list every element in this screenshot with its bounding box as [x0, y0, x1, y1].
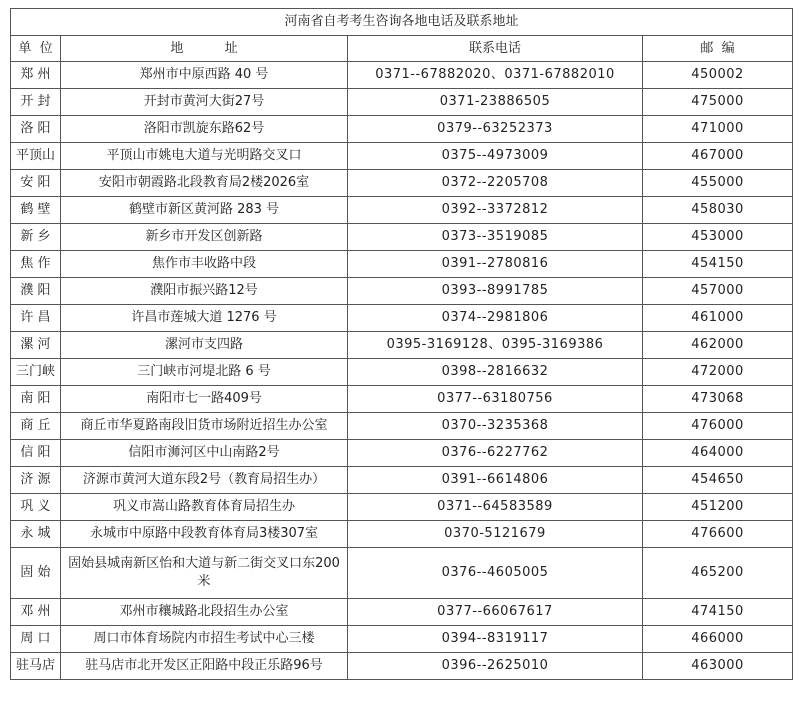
cell-zip: 454650: [643, 467, 793, 494]
table-row: [11, 197, 793, 224]
cell-address: 安阳市朝霞路北段教育局2楼2026室: [61, 170, 348, 197]
cell-address: 驻马店市北开发区正阳路中段正乐路96号: [61, 653, 348, 680]
cell-unit: 郑 州: [11, 62, 61, 89]
cell-unit: 信 阳: [11, 440, 61, 467]
table-row: [11, 332, 793, 359]
cell-unit: 永 城: [11, 521, 61, 548]
cell-phone: 0394--8319117: [348, 626, 643, 653]
contact-table: [10, 8, 793, 680]
table-row: [11, 143, 793, 170]
cell-unit: 商 丘: [11, 413, 61, 440]
table-row: [11, 626, 793, 653]
cell-phone: 0391--6614806: [348, 467, 643, 494]
cell-zip: 474150: [643, 599, 793, 626]
cell-zip: 464000: [643, 440, 793, 467]
cell-phone: 0372--2205708: [348, 170, 643, 197]
cell-address: 固始县城南新区怡和大道与新二街交叉口东200米: [61, 548, 348, 599]
cell-phone: 0373--3519085: [348, 224, 643, 251]
table-row: [11, 89, 793, 116]
table-row: [11, 359, 793, 386]
cell-unit: 鹤 壁: [11, 197, 61, 224]
cell-unit: 许 昌: [11, 305, 61, 332]
cell-zip: 476600: [643, 521, 793, 548]
header-zip: 邮 编: [643, 36, 793, 62]
cell-zip: 466000: [643, 626, 793, 653]
cell-address: 周口市体育场院内市招生考试中心三楼: [61, 626, 348, 653]
cell-zip: 471000: [643, 116, 793, 143]
cell-phone: 0371-23886505: [348, 89, 643, 116]
table-row: [11, 599, 793, 626]
cell-unit: 安 阳: [11, 170, 61, 197]
cell-zip: 475000: [643, 89, 793, 116]
table-row: [11, 413, 793, 440]
table-row: [11, 224, 793, 251]
table-header-row: [11, 36, 793, 62]
cell-phone: 0374--2981806: [348, 305, 643, 332]
cell-address: 平顶山市姚电大道与光明路交叉口: [61, 143, 348, 170]
cell-address: 漯河市支四路: [61, 332, 348, 359]
cell-unit: 周 口: [11, 626, 61, 653]
cell-phone: 0398--2816632: [348, 359, 643, 386]
cell-unit: 三门峡: [11, 359, 61, 386]
cell-address: 许昌市莲城大道 1276 号: [61, 305, 348, 332]
cell-phone: 0370-5121679: [348, 521, 643, 548]
cell-address: 鹤壁市新区黄河路 283 号: [61, 197, 348, 224]
table-title-row: [11, 9, 793, 36]
contact-table-container: [10, 8, 792, 680]
header-unit: 单 位: [11, 36, 61, 62]
cell-address: 信阳市浉河区中山南路2号: [61, 440, 348, 467]
cell-address: 巩义市嵩山路教育体育局招生办: [61, 494, 348, 521]
cell-zip: 453000: [643, 224, 793, 251]
cell-zip: 454150: [643, 251, 793, 278]
cell-unit: 平顶山: [11, 143, 61, 170]
cell-address: 三门峡市河堤北路 6 号: [61, 359, 348, 386]
cell-zip: 451200: [643, 494, 793, 521]
cell-phone: 0375--4973009: [348, 143, 643, 170]
cell-zip: 455000: [643, 170, 793, 197]
cell-address: 焦作市丰收路中段: [61, 251, 348, 278]
table-row: [11, 116, 793, 143]
cell-zip: 458030: [643, 197, 793, 224]
cell-phone: 0370--3235368: [348, 413, 643, 440]
table-row: [11, 494, 793, 521]
cell-unit: 固 始: [11, 548, 61, 599]
cell-phone: 0395-3169128、0395-3169386: [348, 332, 643, 359]
cell-zip: 450002: [643, 62, 793, 89]
header-phone: 联系电话: [348, 36, 643, 62]
cell-phone: 0377--63180756: [348, 386, 643, 413]
cell-phone: 0379--63252373: [348, 116, 643, 143]
cell-address: 永城市中原路中段教育体育局3楼307室: [61, 521, 348, 548]
cell-zip: 476000: [643, 413, 793, 440]
table-row: [11, 467, 793, 494]
table-row: [11, 653, 793, 680]
cell-zip: 462000: [643, 332, 793, 359]
table-row: [11, 440, 793, 467]
header-address: 地 址: [61, 36, 348, 62]
cell-address: 濮阳市振兴路12号: [61, 278, 348, 305]
cell-address: 开封市黄河大街27号: [61, 89, 348, 116]
table-row: [11, 62, 793, 89]
cell-address: 邓州市穰城路北段招生办公室: [61, 599, 348, 626]
cell-unit: 焦 作: [11, 251, 61, 278]
cell-phone: 0376--6227762: [348, 440, 643, 467]
cell-address: 新乡市开发区创新路: [61, 224, 348, 251]
cell-zip: 465200: [643, 548, 793, 599]
cell-phone: 0393--8991785: [348, 278, 643, 305]
cell-phone: 0391--2780816: [348, 251, 643, 278]
cell-unit: 开 封: [11, 89, 61, 116]
cell-address: 商丘市华夏路南段旧货市场附近招生办公室: [61, 413, 348, 440]
cell-address: 济源市黄河大道东段2号（教育局招生办）: [61, 467, 348, 494]
cell-unit: 新 乡: [11, 224, 61, 251]
cell-phone: 0396--2625010: [348, 653, 643, 680]
cell-phone: 0371--67882020、0371-67882010: [348, 62, 643, 89]
cell-address: 洛阳市凯旋东路62号: [61, 116, 348, 143]
table-row: [11, 548, 793, 599]
table-row: [11, 170, 793, 197]
cell-address: 郑州市中原西路 40 号: [61, 62, 348, 89]
cell-unit: 南 阳: [11, 386, 61, 413]
cell-zip: 457000: [643, 278, 793, 305]
cell-phone: 0377--66067617: [348, 599, 643, 626]
cell-unit: 洛 阳: [11, 116, 61, 143]
cell-phone: 0371--64583589: [348, 494, 643, 521]
table-row: [11, 305, 793, 332]
cell-unit: 漯 河: [11, 332, 61, 359]
cell-unit: 巩 义: [11, 494, 61, 521]
cell-zip: 461000: [643, 305, 793, 332]
table-title: 河南省自考考生咨询各地电话及联系地址: [11, 9, 793, 36]
cell-address: 南阳市七一路409号: [61, 386, 348, 413]
table-row: [11, 386, 793, 413]
cell-unit: 濮 阳: [11, 278, 61, 305]
table-row: [11, 251, 793, 278]
cell-zip: 463000: [643, 653, 793, 680]
cell-zip: 467000: [643, 143, 793, 170]
cell-zip: 473068: [643, 386, 793, 413]
cell-zip: 472000: [643, 359, 793, 386]
cell-unit: 邓 州: [11, 599, 61, 626]
table-row: [11, 278, 793, 305]
cell-unit: 驻马店: [11, 653, 61, 680]
cell-unit: 济 源: [11, 467, 61, 494]
table-row: [11, 521, 793, 548]
cell-phone: 0392--3372812: [348, 197, 643, 224]
cell-phone: 0376--4605005: [348, 548, 643, 599]
